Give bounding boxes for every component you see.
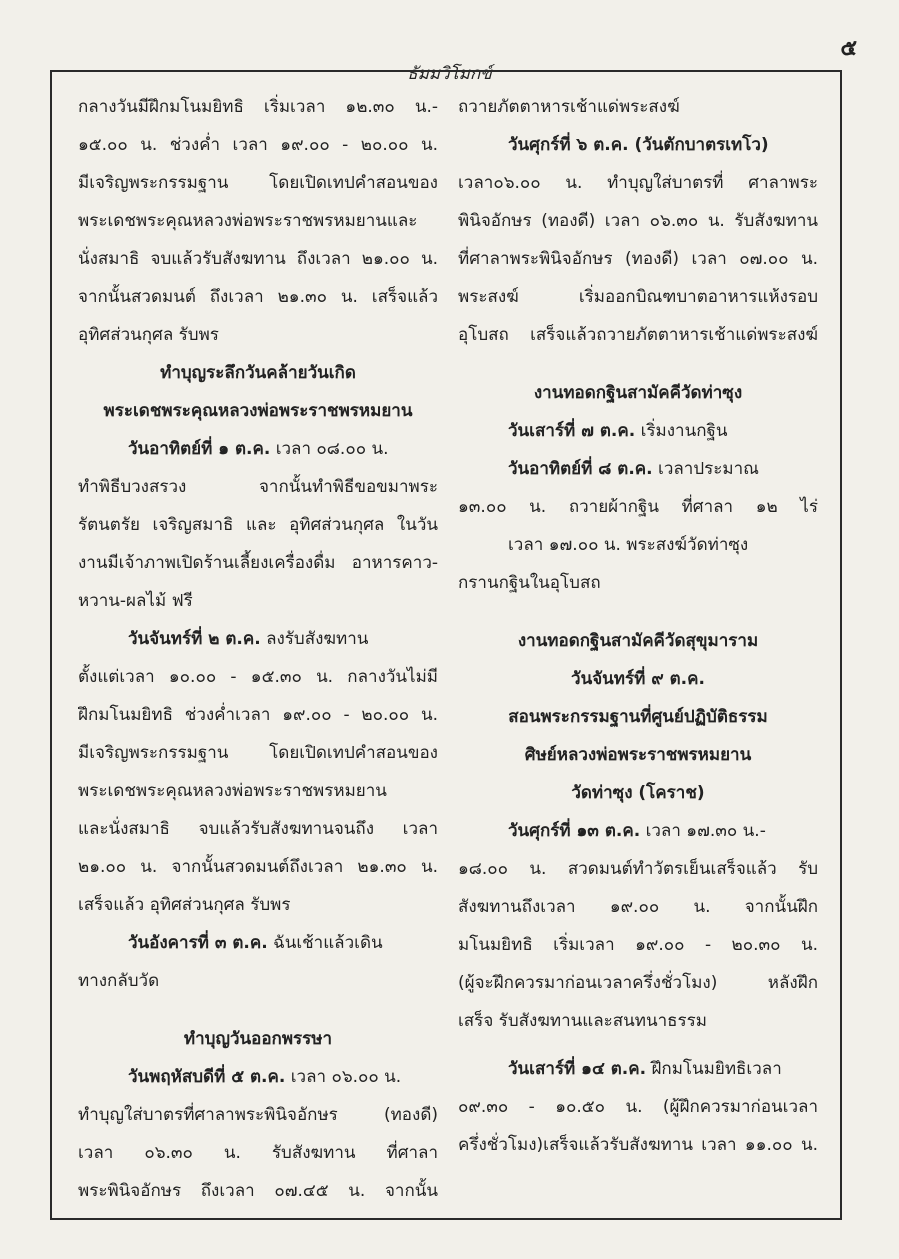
paragraph-line: เวลา๐๖.๐๐ น. ทำบุญใส่บาตรที่ ศาลาพระ — [458, 173, 818, 193]
paragraph-line: ถวายภัตตาหารเช้าแด่พระสงฆ์ — [458, 97, 680, 117]
paragraph-line: พระเดชพระคุณหลวงพ่อพระราชพรหมยานและ — [78, 211, 418, 231]
event-date: วันอาทิตย์ที่ ๘ ต.ค. — [508, 459, 653, 479]
event-date-line — [78, 620, 438, 658]
paragraph-line: ๑๕.๐๐ น. ช่วงค่ำ เวลา ๑๙.๐๐ - ๒๐.๐๐ น. — [78, 135, 438, 155]
paragraph-line: มโนมยิทธิ เริ่มเวลา ๑๙.๐๐ - ๒๐.๓๐ น. — [458, 935, 818, 955]
section-heading: สอนพระกรรมฐานที่ศูนย์ปฏิบัติธรรม — [508, 707, 768, 727]
paragraph-line: พระเดชพระคุณหลวงพ่อพระราชพรหมยาน — [78, 781, 387, 801]
event-time: เวลาประมาณ — [658, 459, 759, 479]
event-date-line — [78, 924, 438, 962]
event-time: เริ่มงานกฐิน — [640, 421, 728, 441]
paragraph-line: ๑๓.๐๐ น. ถวายผ้ากฐิน ที่ศาลา ๑๒ ไร่ — [458, 497, 818, 517]
spacer — [78, 1000, 438, 1020]
event-date: วันศุกร์ที่ ๑๓ ต.ค. — [508, 821, 641, 841]
paragraph-line: ๒๑.๐๐ น. จากนั้นสวดมนต์ถึงเวลา ๒๑.๓๐ น. — [78, 857, 438, 877]
paragraph-line: กรานกฐินในอุโบสถ — [458, 573, 601, 593]
paragraph-line: ทำบุญใส่บาตรที่ศาลาพระพินิจอักษร (ทองดี) — [78, 1105, 438, 1125]
paragraph-line: (ผู้จะฝึกควรมาก่อนเวลาครึ่งชั่วโมง) หลังฝึก — [458, 973, 818, 993]
paragraph-line: งานมีเจ้าภาพเปิดร้านเลี้ยงเครื่องดื่ม อาหารคาว- — [78, 553, 438, 573]
event-date-line: วันศุกร์ที่ ๖ ต.ค. (วันตักบาตรเทโว) — [508, 135, 769, 155]
event-date-line — [78, 1058, 438, 1096]
paragraph-line: อุทิศส่วนกุศล รับพร — [78, 325, 219, 345]
spacer — [458, 354, 818, 374]
section-heading: ทำบุญวันออกพรรษา — [183, 1029, 333, 1049]
paragraph-line: ตั้งแต่เวลา ๑๐.๐๐ - ๑๕.๓๐ น. กลางวันไม่มี — [78, 667, 438, 687]
spacer — [458, 602, 818, 622]
event-date: วันอังคารที่ ๓ ต.ค. — [128, 933, 268, 953]
paragraph-line: พระพินิจอักษร ถึงเวลา ๐๗.๔๕ น. จากนั้น — [78, 1181, 438, 1201]
paragraph-line: ที่ศาลาพระพินิจอักษร (ทองดี) เวลา ๐๗.๐๐ น. — [458, 249, 818, 269]
paragraph-line: เวลา ๑๗.๐๐ น. พระสงฆ์วัดท่าซุง — [508, 535, 749, 555]
event-date: วันเสาร์ที่ ๗ ต.ค. — [508, 421, 636, 441]
event-date-line: วันจันทร์ที่ ๙ ต.ค. — [571, 669, 705, 689]
page-header-title: ธัมมวิโมกข์ — [407, 64, 492, 84]
paragraph-line: ฝึกมโนมยิทธิ ช่วงค่ำเวลา ๑๙.๐๐ - ๒๐.๐๐ น. — [78, 705, 438, 725]
page-number: ๕ — [840, 36, 857, 61]
paragraph-line: มีเจริญพระกรรมฐาน โดยเปิดเทปคำสอนของ — [78, 743, 438, 763]
left-column — [78, 88, 438, 1210]
event-date-line — [78, 430, 438, 468]
section-heading: ศิษย์หลวงพ่อพระราชพรหมยาน — [524, 745, 752, 765]
event-date-line — [458, 450, 818, 488]
paragraph-line: นั่งสมาธิ จบแล้วรับสังฆทาน ถึงเวลา ๒๑.๐๐ น. — [78, 249, 438, 269]
section-heading: ทำบุญระลึกวันคล้ายวันเกิด — [160, 363, 356, 383]
section-heading: วัดท่าซุง (โคราช) — [571, 783, 705, 803]
event-date: วันพฤหัสบดีที่ ๕ ต.ค. — [128, 1067, 286, 1087]
paragraph-line: รัตนตรัย เจริญสมาธิ และ อุทิศส่วนกุศล ในวัน — [78, 515, 438, 535]
paragraph-line: ครึ่งชั่วโมง)เสร็จแล้วรับสังฆทาน เวลา ๑๑.๐๐ น. — [458, 1135, 818, 1155]
event-time: ลงรับสังฆทาน — [266, 629, 369, 649]
section-heading: พระเดชพระคุณหลวงพ่อพระราชพรหมยาน — [103, 401, 413, 421]
paragraph-line: สังฆทานถึงเวลา ๑๙.๐๐ น. จากนั้นฝึก — [458, 897, 818, 917]
paragraph-line: จากนั้นสวดมนต์ ถึงเวลา ๒๑.๓๐ น. เสร็จแล้ว — [78, 287, 438, 307]
paragraph-line: อุโบสถ เสร็จแล้วถวายภัตตาหารเช้าแด่พระสงฆ์ — [458, 325, 818, 345]
paragraph-line: เสร็จแล้ว อุทิศส่วนกุศล รับพร — [78, 895, 291, 915]
paragraph-line: ๐๙.๓๐ - ๑๐.๕๐ น. (ผู้ฝึกควรมาก่อนเวลา — [458, 1097, 818, 1117]
content-frame — [50, 70, 842, 1220]
event-date: วันอาทิตย์ที่ ๑ ต.ค. — [128, 439, 271, 459]
paragraph-line: ๑๘.๐๐ น. สวดมนต์ทำวัตรเย็นเสร็จแล้ว รับ — [458, 859, 818, 879]
spacer — [458, 1040, 818, 1050]
event-date: วันเสาร์ที่ ๑๔ ต.ค. — [508, 1059, 647, 1079]
section-heading: งานทอดกฐินสามัคคีวัดสุขุมาราม — [517, 631, 759, 651]
event-time: เวลา ๐๘.๐๐ น. — [275, 439, 389, 459]
event-time: ฉันเช้าแล้วเดิน — [273, 933, 383, 953]
event-time: เวลา ๑๗.๓๐ น.- — [645, 821, 766, 841]
paragraph-line: พระสงฆ์ เริ่มออกบิณฑบาตอาหารแห้งรอบ — [458, 287, 818, 307]
paragraph-line: กลางวันมีฝึกมโนมยิทธิ เริ่มเวลา ๑๒.๓๐ น.- — [78, 97, 438, 117]
event-date-line — [458, 412, 818, 450]
paragraph-line: เสร็จ รับสังฆทานและสนทนาธรรม — [458, 1011, 707, 1031]
paragraph-line: ทางกลับวัด — [78, 971, 160, 991]
section-heading: งานทอดกฐินสามัคคีวัดท่าซุง — [533, 383, 743, 403]
event-date-line — [458, 812, 818, 850]
paragraph-line: ทำพิธีบวงสรวง จากนั้นทำพิธีขอขมาพระ — [78, 477, 438, 497]
event-time: ฝึกมโนมยิทธิเวลา — [651, 1059, 782, 1079]
paragraph-line: มีเจริญพระกรรมฐาน โดยเปิดเทปคำสอนของ — [78, 173, 438, 193]
event-time: เวลา ๐๖.๐๐ น. — [290, 1067, 402, 1087]
event-date-line — [458, 1050, 818, 1088]
right-column — [458, 88, 818, 1164]
paragraph-line: พินิจอักษร (ทองดี) เวลา ๐๖.๓๐ น. รับสังฆทาน — [458, 211, 818, 231]
paragraph-line: เวลา ๐๖.๓๐ น. รับสังฆทาน ที่ศาลา — [78, 1143, 438, 1163]
event-date: วันจันทร์ที่ ๒ ต.ค. — [128, 629, 261, 649]
paragraph-line: และนั่งสมาธิ จบแล้วรับสังฆทานจนถึง เวลา — [78, 819, 438, 839]
paragraph-line: หวาน-ผลไม้ ฟรี — [78, 591, 193, 611]
